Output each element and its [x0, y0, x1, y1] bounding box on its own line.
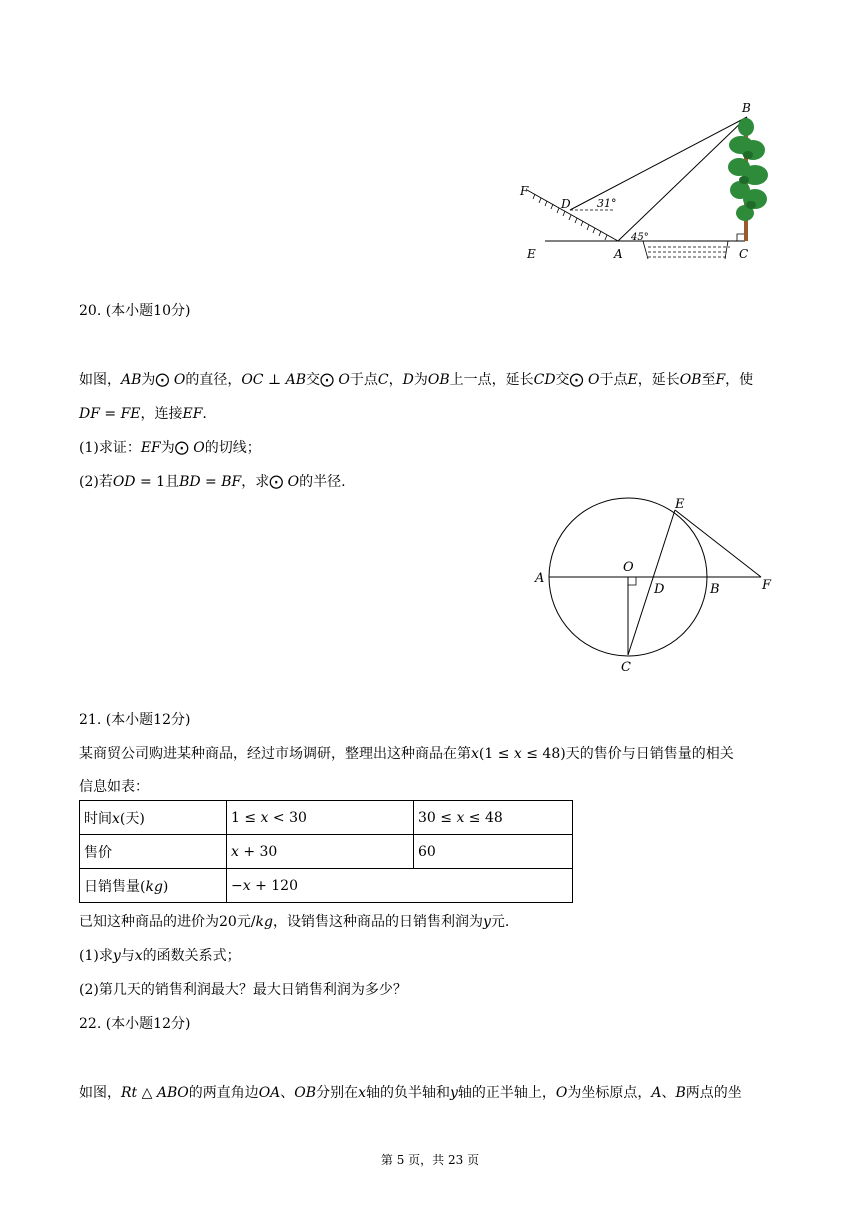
label-c: C	[739, 247, 749, 261]
label-d: D	[654, 582, 665, 597]
label-e: E	[675, 497, 685, 512]
tree-slope-figure	[515, 95, 785, 270]
label-a: A	[614, 247, 623, 261]
label-b: B	[710, 582, 720, 597]
q20-text-2: 𝐷𝐹 = 𝐹𝐸，连接𝐸𝐹.	[79, 406, 207, 422]
label-b: B	[742, 101, 751, 115]
angle-31: 31°	[597, 197, 617, 210]
angle-45: 45°	[631, 232, 649, 243]
q20-part-2: (2)若𝑂𝐷 = 1且𝐵𝐷 = 𝐵𝐹，求⨀ 𝑂的半径.	[79, 474, 346, 490]
page-footer: 第 5 页，共 23 页	[380, 1153, 480, 1167]
q21-part-1: (1)求𝑦与𝑥的函数关系式；	[79, 948, 241, 964]
q21-text-2: 信息如表：	[79, 779, 149, 795]
table-row	[80, 869, 573, 903]
label-o: O	[623, 560, 634, 575]
q20-text-1: 如图，𝐴𝐵为⨀ 𝑂的直径，𝑂𝐶 ⊥ 𝐴𝐵交⨀ 𝑂于点𝐶，𝐷为𝑂𝐵上一点，延长𝐶𝐷交⨀ 𝑂于点𝐸，延长𝑂𝐵至𝐹，使	[79, 372, 754, 388]
q22-header: 22. (本小题12分)	[79, 1016, 191, 1032]
label-e: E	[527, 247, 536, 261]
q20-part-1: (1)求证：𝐸𝐹为⨀ 𝑂的切线；	[79, 440, 261, 456]
table-cell: 售价	[80, 835, 227, 869]
q21-header: 21. (本小题12分)	[79, 712, 191, 728]
table-cell: −𝑥 + 120	[227, 869, 573, 903]
label-d: D	[561, 197, 571, 211]
label-f: F	[762, 578, 772, 593]
label-a: A	[535, 571, 545, 586]
table-row	[80, 835, 573, 869]
q21-part-2: (2)第几天的销售利润最大？最大日销售利润为多少？	[79, 982, 407, 998]
price-sales-table	[79, 800, 573, 903]
q21-text-1: 某商贸公司购进某种商品，经过市场调研，整理出这种商品在第𝑥(1 ≤ 𝑥 ≤ 48)天的售价与日销售量的相关	[79, 746, 734, 762]
q21-text-3: 已知这种商品的进价为20元/𝑘𝑔，设销售这种商品的日销售利润为𝑦元.	[79, 914, 510, 930]
table-row	[80, 801, 573, 835]
table-cell: 60	[414, 835, 573, 869]
q22-text-1: 如图，𝑅𝑡 △ 𝐴𝐵𝑂的两直角边𝑂𝐴、𝑂𝐵分别在𝑥轴的负半轴和𝑦轴的正半轴上，𝑂为坐标原点，𝐴、𝐵两点的坐	[79, 1085, 742, 1101]
table-cell: 𝑥 + 30	[227, 835, 414, 869]
table-cell: 时间𝑥(天)	[80, 801, 227, 835]
table-cell: 30 ≤ 𝑥 ≤ 48	[414, 801, 573, 835]
label-c: C	[621, 660, 631, 675]
table-cell: 1 ≤ 𝑥 < 30	[227, 801, 414, 835]
q20-header: 20. (本小题10分)	[79, 303, 191, 319]
label-f: F	[520, 184, 529, 198]
circle-figure	[525, 495, 785, 680]
table-cell: 日销售量(𝑘𝑔)	[80, 869, 227, 903]
